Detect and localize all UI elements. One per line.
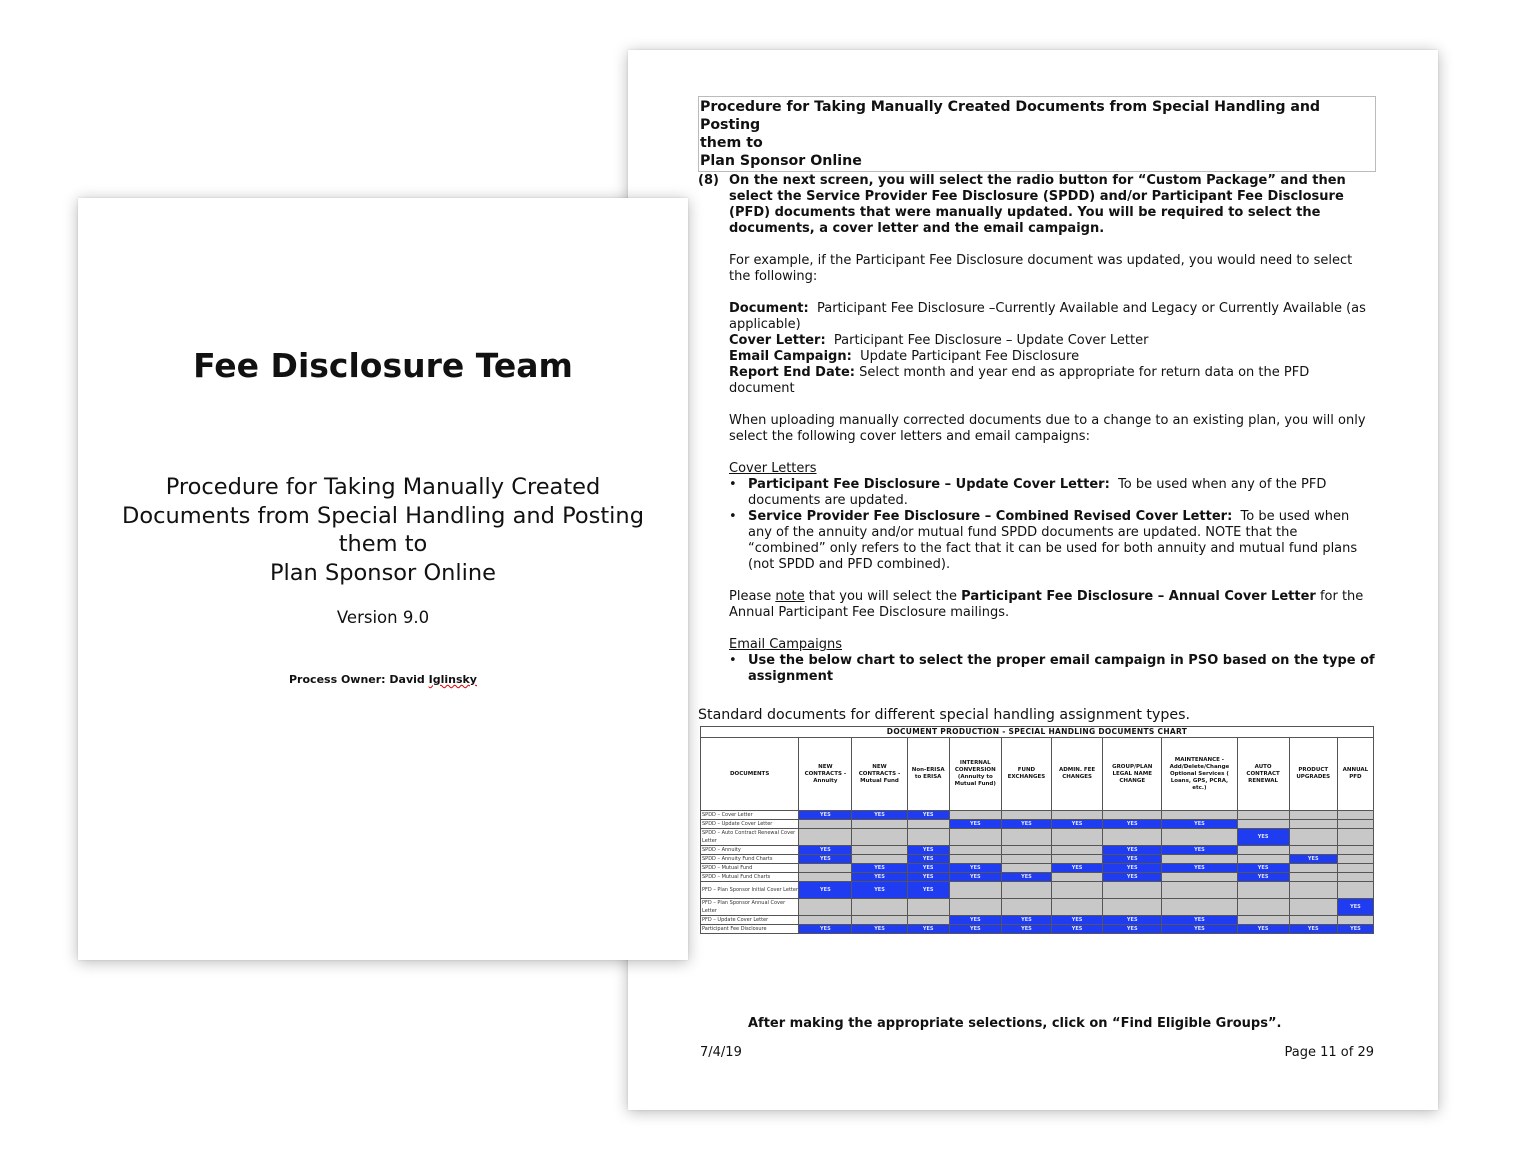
chart-cell-empty [1237,882,1289,899]
chart-column-header: NEW CONTRACTS - Mutual Fund [852,738,907,811]
chart-cell-empty [852,916,907,925]
example-intro: For example, if the Participant Fee Disclosure document was updated, you would need to select the following: [729,253,1353,284]
chart-column-header: NEW CONTRACTS - Annuity [799,738,852,811]
chart-cell-empty [799,899,852,916]
chart-cell-empty [1289,916,1337,925]
owner-surname: Iglinsky [428,673,477,686]
chart-cell-empty [949,846,1001,855]
chart-cell-yes: YES [1237,925,1289,934]
chart-cell-empty [949,899,1001,916]
header-line-1: Procedure for Taking Manually Created Documents from Special Handling and Posting [700,99,1321,133]
chart-cell-yes: YES [1162,925,1237,934]
chart-row [701,820,1374,829]
chart-column-header: MAINTENANCE - Add/Delete/Change Optional Services ( Loans, GPS, PCRA, etc.) [1162,738,1237,811]
chart-row-label: SPDD – Mutual Fund [701,864,799,873]
bullet-icon: • [729,653,737,668]
chart-row-label: SPDD – Mutual Fund Charts [701,873,799,882]
chart-row-label: SPDD – Update Cover Letter [701,820,799,829]
chart-cell-yes: YES [1289,855,1337,864]
team-title: Fee Disclosure Team [193,346,573,385]
chart-cell-yes: YES [1237,864,1289,873]
chart-cell-yes: YES [799,925,852,934]
chart-cell-empty [1001,882,1051,899]
chart-column-header: INTERNAL CONVERSION (Annuity to Mutual Fund) [949,738,1001,811]
chart-cell-empty [1001,899,1051,916]
email-campaigns-heading: Email Campaigns [729,637,843,652]
chart-column-header: ADMIN. FEE CHANGES [1052,738,1103,811]
chart-row-label: SPDD – Annuity Fund Charts [701,855,799,864]
footer-date: 7/4/19 [700,1045,742,1060]
chart-cell-empty [1052,855,1103,864]
chart-cell-empty [1289,899,1337,916]
cover-page [78,198,688,960]
chart-cell-empty [1001,829,1051,846]
chart-cell-yes: YES [949,916,1001,925]
chart-cell-empty [1237,820,1289,829]
chart-cell-yes: YES [852,882,907,899]
field-document: Document: Participant Fee Disclosure –Currently Available and Legacy or Currently Available (as applicable) [729,301,1366,332]
header-line-2: them to [700,135,763,151]
chart-cell-empty [1337,811,1373,820]
note-paragraph: Please note that you will select the Participant Fee Disclosure – Annual Cover Letter for the Annual Participant Fee Disclosure mailings. [729,589,1364,620]
chart-column-header: PRODUCT UPGRADES [1289,738,1337,811]
chart-cell-yes: YES [1237,873,1289,882]
after-selection-text: After making the appropriate selections, click on “Find Eligible Groups”. [748,1016,1282,1031]
bullet-icon: • [729,509,737,524]
chart-cell-empty [1103,811,1162,820]
chart-cell-yes: YES [1052,864,1103,873]
chart-cell-empty [1337,820,1373,829]
chart-cell-yes: YES [907,864,949,873]
chart-cell-yes: YES [1162,846,1237,855]
chart-row-label: Participant Fee Disclosure [701,925,799,934]
chart-cell-yes: YES [1103,925,1162,934]
procedure-title [78,473,688,587]
chart-cell-yes: YES [1337,899,1373,916]
chart-body [701,811,1374,934]
chart-cell-empty [1103,829,1162,846]
chart-cell-empty [1289,820,1337,829]
chart-cell-empty [907,820,949,829]
example-fields [729,301,1377,397]
chart-column-header: AUTO CONTRACT RENEWAL [1237,738,1289,811]
chart-row-label: SPDD – Cover Letter [701,811,799,820]
chart-cell-yes: YES [1162,864,1237,873]
chart-row [701,855,1374,864]
procedure-title-line: Plan Sponsor Online [269,559,497,586]
chart-cell-empty [1337,873,1373,882]
procedure-title-line: Documents from Special Handling and Posting [122,502,644,529]
chart-cell-yes: YES [907,873,949,882]
chart-cell-empty [799,873,852,882]
chart-cell-empty [1337,864,1373,873]
chart-cell-empty [1052,873,1103,882]
chart-cell-empty [1237,811,1289,820]
chart-cell-empty [907,829,949,846]
chart-cell-yes: YES [949,925,1001,934]
chart-row [701,873,1374,882]
chart-cell-empty [1237,899,1289,916]
chart-cell-empty [1052,829,1103,846]
chart-row-header: DOCUMENTS [701,738,799,811]
chart-column-header: Non-ERISA to ERISA [907,738,949,811]
document-page-11 [628,50,1438,1110]
chart-cell-empty [1289,846,1337,855]
chart-row-label: PFD – Plan Sponsor Initial Cover Letter [701,882,799,899]
chart-cell-yes: YES [799,811,852,820]
chart-cell-empty [1289,829,1337,846]
footer-page-number: Page 11 of 29 [1284,1045,1374,1060]
chart-column-header: GROUP/PLAN LEGAL NAME CHANGE [1103,738,1162,811]
chart-cell-yes: YES [1289,925,1337,934]
chart-cell-yes: YES [907,846,949,855]
chart-cell-yes: YES [852,864,907,873]
chart-cell-empty [1337,846,1373,855]
chart-cell-empty [1289,811,1337,820]
chart-cell-yes: YES [949,864,1001,873]
chart-cell-empty [1001,864,1051,873]
chart-cell-yes: YES [799,882,852,899]
chart-cell-yes: YES [907,855,949,864]
chart-cell-empty [1162,829,1237,846]
chart-cell-empty [1162,882,1237,899]
chart-cell-yes: YES [799,855,852,864]
chart-cell-empty [1052,899,1103,916]
chart-cell-yes: YES [852,811,907,820]
handling-documents-chart [700,726,1374,934]
chart-cell-yes: YES [1001,916,1051,925]
procedure-title-line: Procedure for Taking Manually Created [165,474,601,500]
chart-cell-yes: YES [1103,846,1162,855]
chart-cell-empty [949,829,1001,846]
chart-cell-yes: YES [1052,925,1103,934]
chart-cell-yes: YES [799,846,852,855]
chart-cell-yes: YES [1103,864,1162,873]
chart-cell-yes: YES [1052,820,1103,829]
chart-header-row [701,738,1374,811]
chart-table [700,737,1374,934]
chart-cell-yes: YES [852,925,907,934]
chart-row [701,882,1374,899]
page-header-box [698,96,1376,172]
chart-cell-empty [1103,882,1162,899]
step-text: On the next screen, you will select the radio button for “Custom Package” and then select the Service Provider Fee Disclosure (SPDD) and/or Participant Fee Disclosure (PFD) documents that were manually updated. You will be required to select the documents, a cover letter and the email campaign. [729,173,1346,236]
chart-cell-empty [1001,811,1051,820]
chart-cell-empty [1337,916,1373,925]
chart-cell-empty [799,916,852,925]
chart-cell-empty [949,855,1001,864]
chart-cell-yes: YES [907,925,949,934]
chart-cell-empty [852,846,907,855]
chart-cell-empty [949,882,1001,899]
chart-cell-yes: YES [1052,916,1103,925]
process-owner: Process Owner: David Iglinsky [289,673,477,686]
cover-letter-item-2: Service Provider Fee Disclosure – Combined Revised Cover Letter: To be used when any of the annuity and/or mutual fund SPDD documents are updated. NOTE that the “combined” only refers to the fact that it can be used for both annuity and mutual fund plans (not SPDD and PFD combined). [748,509,1358,572]
chart-cell-empty [907,899,949,916]
chart-row-label: PFD – Update Cover Letter [701,916,799,925]
chart-cell-yes: YES [852,873,907,882]
field-report-end-date: Report End Date: Select month and year end as appropriate for return data on the PFD document [729,365,1310,396]
field-cover-letter: Cover Letter: Participant Fee Disclosure – Update Cover Letter [729,333,1149,348]
chart-cell-yes: YES [1103,873,1162,882]
chart-cell-empty [852,899,907,916]
chart-cell-yes: YES [1103,916,1162,925]
chart-title: DOCUMENT PRODUCTION - SPECIAL HANDLING DOCUMENTS CHART [700,726,1374,737]
chart-row [701,829,1374,846]
field-email-campaign: Email Campaign: Update Participant Fee Disclosure [729,349,1080,364]
chart-cell-empty [852,820,907,829]
chart-row [701,899,1374,916]
chart-cell-empty [799,829,852,846]
header-line-3: Plan Sponsor Online [700,153,862,169]
chart-cell-yes: YES [949,873,1001,882]
chart-cell-empty [907,916,949,925]
chart-cell-empty [1237,855,1289,864]
chart-cell-yes: YES [949,820,1001,829]
bullet-icon: • [729,477,737,492]
chart-cell-yes: YES [907,811,949,820]
procedure-title-line: them to [338,531,428,557]
chart-cell-yes: YES [1162,820,1237,829]
chart-cell-empty [1162,855,1237,864]
chart-cell-empty [1289,864,1337,873]
chart-cell-empty [1337,855,1373,864]
chart-cell-empty [1001,846,1051,855]
chart-cell-empty [1052,811,1103,820]
chart-cell-empty [799,820,852,829]
chart-cell-empty [1289,873,1337,882]
chart-cell-yes: YES [1162,916,1237,925]
chart-cell-empty [1052,846,1103,855]
chart-cell-empty [1237,916,1289,925]
chart-cell-yes: YES [1001,820,1051,829]
version-label: Version 9.0 [336,608,430,627]
chart-row-label: SPDD – Annuity [701,846,799,855]
cover-letter-item-1: Participant Fee Disclosure – Update Cover Letter: To be used when any of the PFD documents are updated. [748,477,1327,508]
chart-row [701,846,1374,855]
chart-row [701,864,1374,873]
chart-caption: Standard documents for different special handling assignment types. [698,707,1191,723]
email-campaign-item: Use the below chart to select the proper email campaign in PSO based on the type of assignment [748,653,1375,684]
chart-cell-yes: YES [1337,925,1373,934]
chart-cell-empty [852,829,907,846]
chart-cell-empty [1001,855,1051,864]
chart-cell-empty [799,864,852,873]
chart-row [701,916,1374,925]
chart-cell-empty [1162,811,1237,820]
chart-row-label: PFD – Plan Sponsor Annual Cover Letter [701,899,799,916]
chart-cell-yes: YES [907,882,949,899]
chart-column-header: FUND EXCHANGES [1001,738,1051,811]
step-number: (8) [698,173,719,188]
chart-cell-yes: YES [1237,829,1289,846]
chart-row-label: SPDD – Auto Contract Renewal Cover Letter [701,829,799,846]
cover-letters-heading: Cover Letters [729,461,817,476]
chart-row [701,811,1374,820]
uploading-text: When uploading manually corrected documents due to a change to an existing plan, you will only select the following cover letters and email campaigns: [729,413,1366,444]
chart-cell-yes: YES [1103,855,1162,864]
chart-cell-empty [949,811,1001,820]
chart-cell-empty [1289,882,1337,899]
chart-row [701,925,1374,934]
chart-cell-empty [1337,882,1373,899]
chart-cell-yes: YES [1001,873,1051,882]
chart-cell-empty [1052,882,1103,899]
chart-cell-yes: YES [1001,925,1051,934]
chart-cell-empty [1103,899,1162,916]
chart-cell-empty [1237,846,1289,855]
chart-column-header: ANNUAL PFD [1337,738,1373,811]
chart-cell-empty [1337,829,1373,846]
chart-cell-empty [1162,873,1237,882]
chart-cell-empty [1162,899,1237,916]
chart-cell-yes: YES [1103,820,1162,829]
chart-cell-empty [852,855,907,864]
